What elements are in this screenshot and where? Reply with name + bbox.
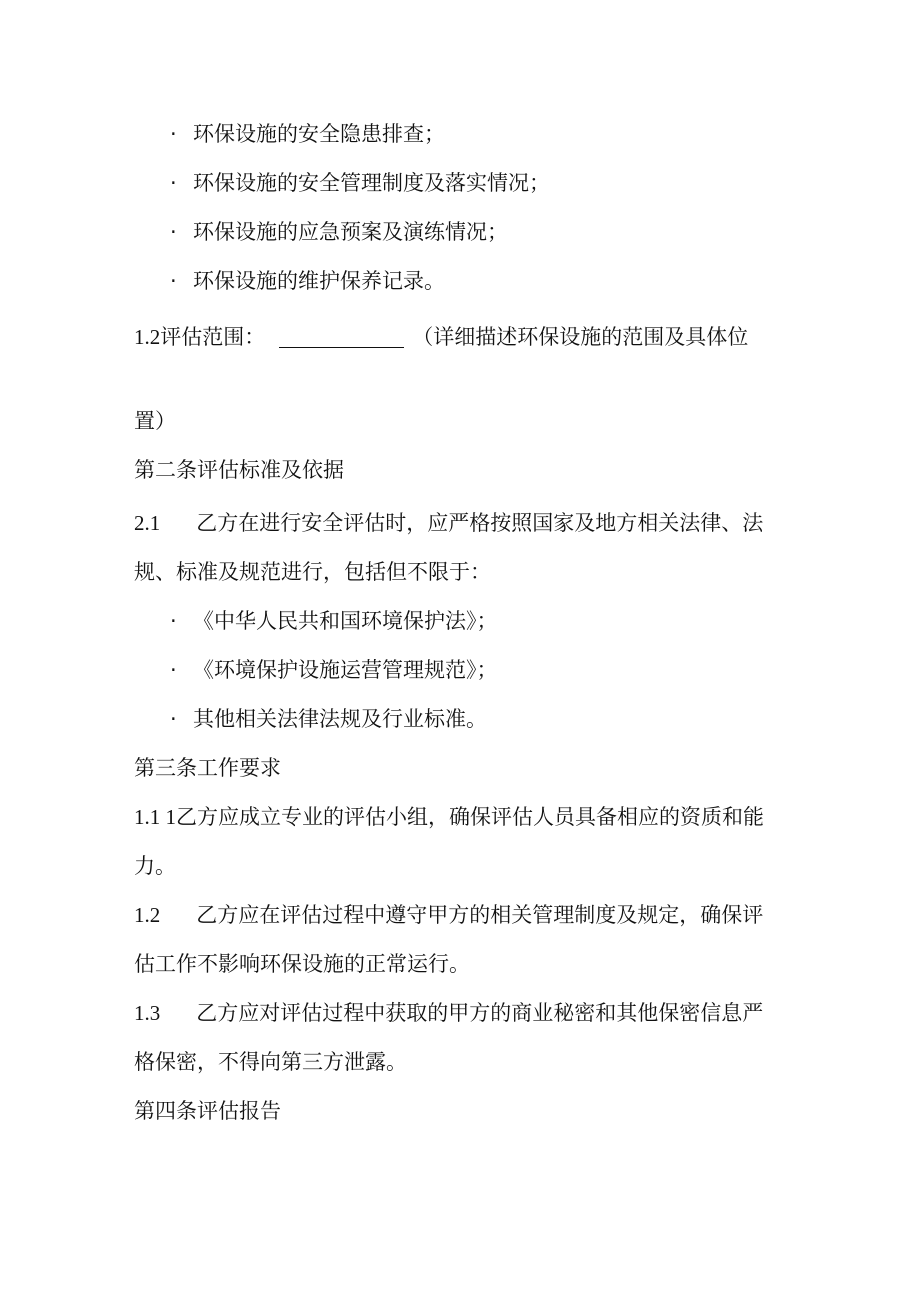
clause-number: 1.1 1 (134, 805, 176, 829)
bullet-dot: · (170, 220, 177, 244)
list-item: 环保设施的应急预案及演练情况； (193, 220, 508, 244)
clause-text-continued: 规、标准及规范进行，包括但不限于： (134, 560, 491, 584)
scope-description: （详细描述环保设施的范围及具体位 (412, 325, 749, 349)
scope-label: 评估范围： (160, 325, 266, 349)
bullet-dot: · (170, 707, 177, 731)
list-item: 《环境保护设施运营管理规范》； (193, 658, 498, 682)
section-heading: 第二条评估标准及依据 (134, 458, 344, 482)
clause-number: 2.1 (134, 511, 161, 535)
scope-line (134, 323, 748, 351)
clause-text-continued: 估工作不影响环保设施的正常运行。 (134, 952, 470, 976)
clause-1-3 (134, 999, 763, 1027)
clause-text: 乙方应在评估过程中遵守甲方的相关管理制度及规定，确保评 (196, 903, 764, 927)
fill-in-blank[interactable] (279, 325, 404, 348)
bullet-dot: · (170, 269, 177, 293)
list-item: 环保设施的维护保养记录。 (193, 269, 445, 293)
clause-text-continued: 格保密，不得向第三方泄露。 (134, 1050, 407, 1074)
clause-text: 乙方应成立专业的评估小组，确保评估人员具备相应的资质和能 (176, 805, 764, 829)
list-item: 环保设施的安全管理制度及落实情况； (193, 171, 550, 195)
bullet-dot: · (170, 122, 177, 146)
list-item: 其他相关法律法规及行业标准。 (193, 707, 487, 731)
scope-description-continued: 置） (134, 409, 176, 433)
clause-number: 1.2 (134, 325, 161, 349)
clause-number: 1.2 (134, 903, 161, 927)
clause-text-continued: 力。 (134, 854, 176, 878)
bullet-dot: · (170, 658, 177, 682)
clause-2-1 (134, 509, 763, 537)
clause-1-2 (134, 901, 763, 929)
clause-text: 乙方在进行安全评估时，应严格按照国家及地方相关法律、法 (196, 511, 764, 535)
section-heading: 第三条工作要求 (134, 756, 281, 780)
clause-text: 乙方应对评估过程中获取的甲方的商业秘密和其他保密信息严 (196, 1001, 764, 1025)
scope-line-continued (134, 407, 176, 435)
bullet-dot: · (170, 171, 177, 195)
section-heading: 第四条评估报告 (134, 1099, 281, 1123)
clause-1-1 (134, 803, 764, 831)
list-item: 《中华人民共和国环境保护法》； (193, 609, 498, 633)
list-item: 环保设施的安全隐患排查； (193, 122, 445, 146)
bullet-dot: · (170, 609, 177, 633)
clause-number: 1.3 (134, 1001, 161, 1025)
